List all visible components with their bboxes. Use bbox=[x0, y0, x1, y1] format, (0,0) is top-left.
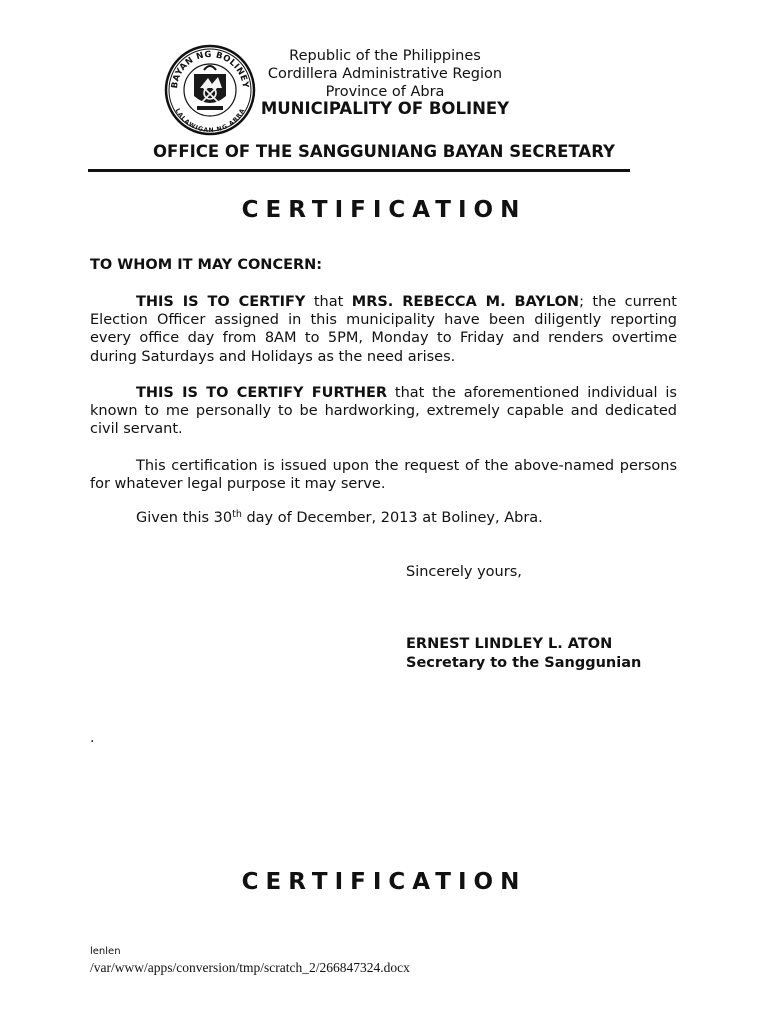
given-prefix: Given this 30 bbox=[136, 510, 233, 526]
paragraph-certify bbox=[90, 293, 677, 366]
header-office: OFFICE OF THE SANGGUNIANG BAYAN SECRETARY bbox=[153, 142, 615, 161]
header-republic: Republic of the Philippines bbox=[289, 48, 481, 64]
paragraph-certify-text1: that bbox=[305, 294, 352, 310]
header-municipality: MUNICIPALITY OF BOLINEY bbox=[260, 99, 510, 118]
paragraph-further-lead: THIS IS TO CERTIFY FURTHER bbox=[136, 385, 388, 401]
signatory-position: Secretary to the Sanggunian bbox=[406, 655, 642, 671]
paragraph-certify-further bbox=[90, 384, 677, 439]
header-divider bbox=[88, 169, 630, 172]
header-region: Cordillera Administrative Region bbox=[267, 66, 503, 82]
seal-top-text: BAYAN NG BOLINEY bbox=[169, 49, 251, 90]
footer-author: lenlen bbox=[90, 946, 121, 957]
paragraph-further-text: that the aforementioned individual is known to me personally to be hardworking, extremely capable and dedicated civil servant. bbox=[90, 385, 677, 438]
paragraph-purpose: This certification is issued upon the request of the above-named persons for whatever legal purpose it may serve. bbox=[90, 458, 677, 493]
document-title: CERTIFICATION bbox=[241, 197, 527, 223]
given-rest: day of December, 2013 at Boliney, Abra. bbox=[241, 510, 543, 526]
footer-file-path: /var/www/apps/conversion/tmp/scratch_2/266847324.docx bbox=[90, 960, 410, 975]
signatory-name: ERNEST LINDLEY L. ATON bbox=[406, 636, 613, 652]
seal-bottom-text: LALAWIGAN NG ABRA bbox=[173, 107, 247, 135]
closing: Sincerely yours, bbox=[406, 564, 522, 580]
paragraph-certify-lead: THIS IS TO CERTIFY bbox=[136, 294, 306, 310]
certified-person-name: MRS. REBECCA M. BAYLON bbox=[351, 294, 580, 310]
given-ordinal-suffix: th bbox=[232, 509, 242, 520]
paragraph-certify-text2: ; the current Election Officer assigned in this municipality have been diligently reporting every office day from 8AM to 5PM, Monday to Friday and renders overtime during Saturdays and Holidays as the need arises. bbox=[90, 294, 677, 365]
stray-mark: . bbox=[90, 730, 95, 746]
given-date-line bbox=[136, 510, 543, 526]
document-title-repeat: CERTIFICATION bbox=[241, 869, 527, 895]
header-province: Province of Abra bbox=[325, 84, 445, 100]
salutation: TO WHOM IT MAY CONCERN: bbox=[90, 257, 323, 273]
